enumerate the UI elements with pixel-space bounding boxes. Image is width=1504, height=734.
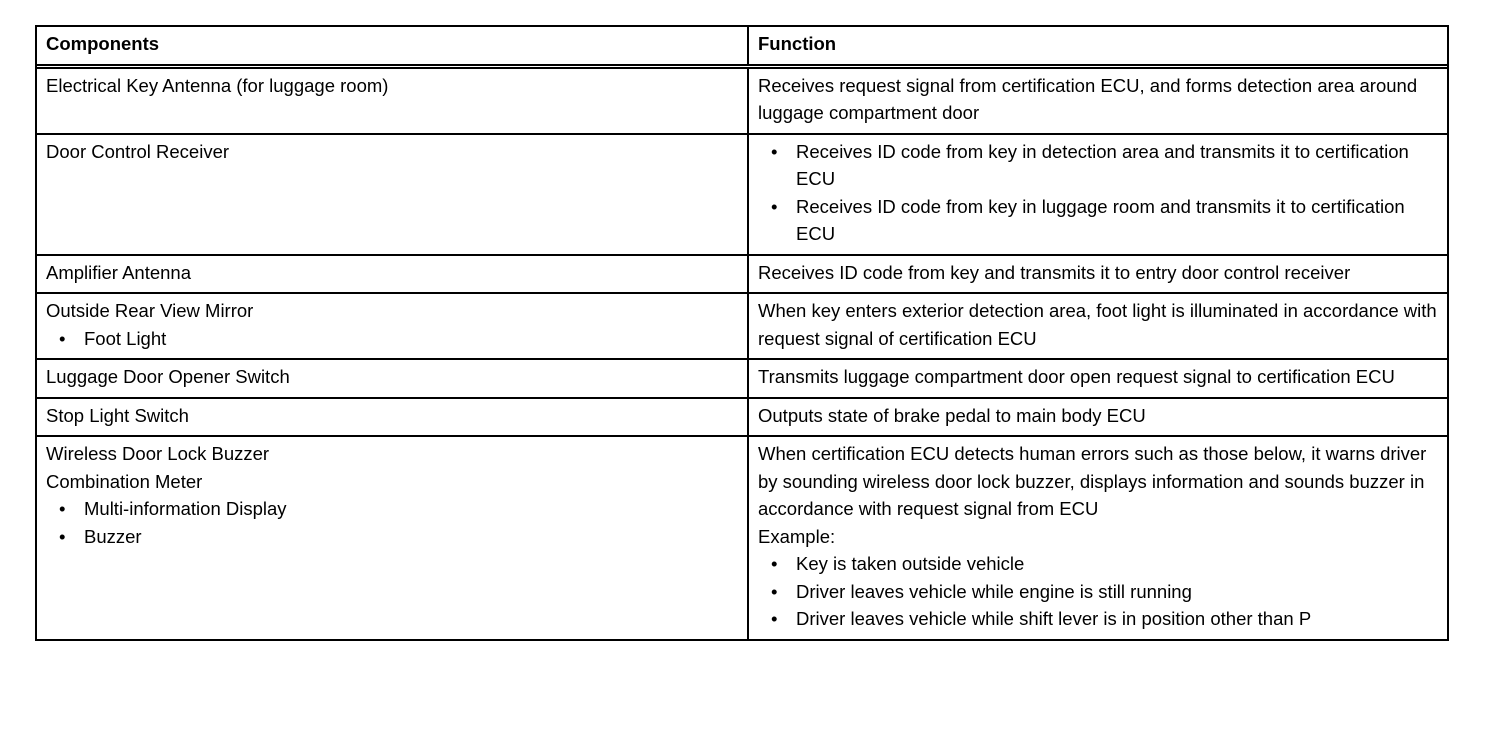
bullet-marker: • (59, 327, 66, 349)
components-cell (37, 399, 747, 436)
table-row (37, 435, 1447, 639)
bullet-item (758, 138, 1439, 193)
text-line: Combination Meter (46, 470, 203, 492)
function-cell (747, 437, 1447, 639)
bullet-item (46, 523, 739, 551)
table-row (37, 69, 1447, 133)
bullet-item (46, 495, 739, 523)
text-line: Outside Rear View Mirror (46, 300, 254, 321)
function-cell (747, 135, 1447, 254)
document-page (35, 25, 1449, 641)
bullet-item (758, 550, 1439, 578)
text-line: Key is taken outside vehicle (796, 553, 1025, 574)
text-line: Receives ID code from key and transmits it to entry door control receiver (758, 261, 1351, 283)
bullet-item (758, 193, 1439, 248)
bullet-marker: • (771, 553, 778, 574)
table-row (37, 358, 1447, 397)
bullet-item (758, 578, 1439, 606)
table-header-row (37, 27, 1447, 69)
header-cell-function: Function (747, 27, 1447, 64)
table-row (37, 397, 1447, 436)
bullet-marker: • (771, 140, 778, 162)
text-line: Receives request signal from certification ECU, and forms detection area around luggage compartment door (758, 74, 1418, 123)
function-cell (747, 69, 1447, 133)
text-line: Door Control Receiver (46, 140, 230, 162)
components-cell (37, 294, 747, 358)
text-line: Outputs state of brake pedal to main body ECU (758, 404, 1146, 426)
text-line: Receives ID code from key in luggage room and transmits it to certification ECU (796, 195, 1405, 244)
bullet-marker: • (59, 525, 66, 547)
components-cell (37, 135, 747, 254)
bullet-marker: • (771, 608, 778, 629)
text-line: Receives ID code from key in detection area and transmits it to certification ECU (796, 140, 1409, 189)
text-line: When certification ECU detects human errors such as those below, it warns driver by sounding wireless door lock buzzer, displays information and sounds buzzer in accordance with request signal from ECU (758, 443, 1427, 519)
function-cell (747, 399, 1447, 436)
text-line: Amplifier Antenna (46, 261, 192, 283)
text-line: Foot Light (84, 327, 167, 349)
text-line: Wireless Door Lock Buzzer (46, 443, 270, 464)
components-cell (37, 437, 747, 639)
text-line: Multi-information Display (84, 498, 287, 519)
components-cell (37, 256, 747, 293)
table-row (37, 292, 1447, 358)
function-cell (747, 294, 1447, 358)
bullet-marker: • (771, 195, 778, 217)
text-line: Luggage Door Opener Switch (46, 366, 290, 387)
text-line: Electrical Key Antenna (for luggage room) (46, 74, 389, 96)
bullet-item (758, 605, 1439, 633)
text-line: Stop Light Switch (46, 404, 189, 426)
text-line: Driver leaves vehicle while shift lever is in position other than P (796, 608, 1312, 629)
text-line: Driver leaves vehicle while engine is still running (796, 580, 1192, 602)
example-label: Example: (758, 525, 836, 547)
bullet-item (46, 325, 739, 353)
components-function-table (35, 25, 1449, 641)
bullet-marker: • (59, 498, 66, 519)
table-row (37, 133, 1447, 254)
text-line: Transmits luggage compartment door open request signal to certification ECU (758, 366, 1395, 387)
components-cell (37, 360, 747, 397)
bullet-marker: • (771, 580, 778, 602)
function-cell (747, 360, 1447, 397)
text-line: When key enters exterior detection area, foot light is illuminated in accordance with request signal of certification ECU (758, 300, 1437, 349)
table-row (37, 254, 1447, 293)
components-cell (37, 69, 747, 133)
text-line: Buzzer (84, 525, 142, 547)
function-cell (747, 256, 1447, 293)
header-cell-components: Components (46, 33, 160, 54)
